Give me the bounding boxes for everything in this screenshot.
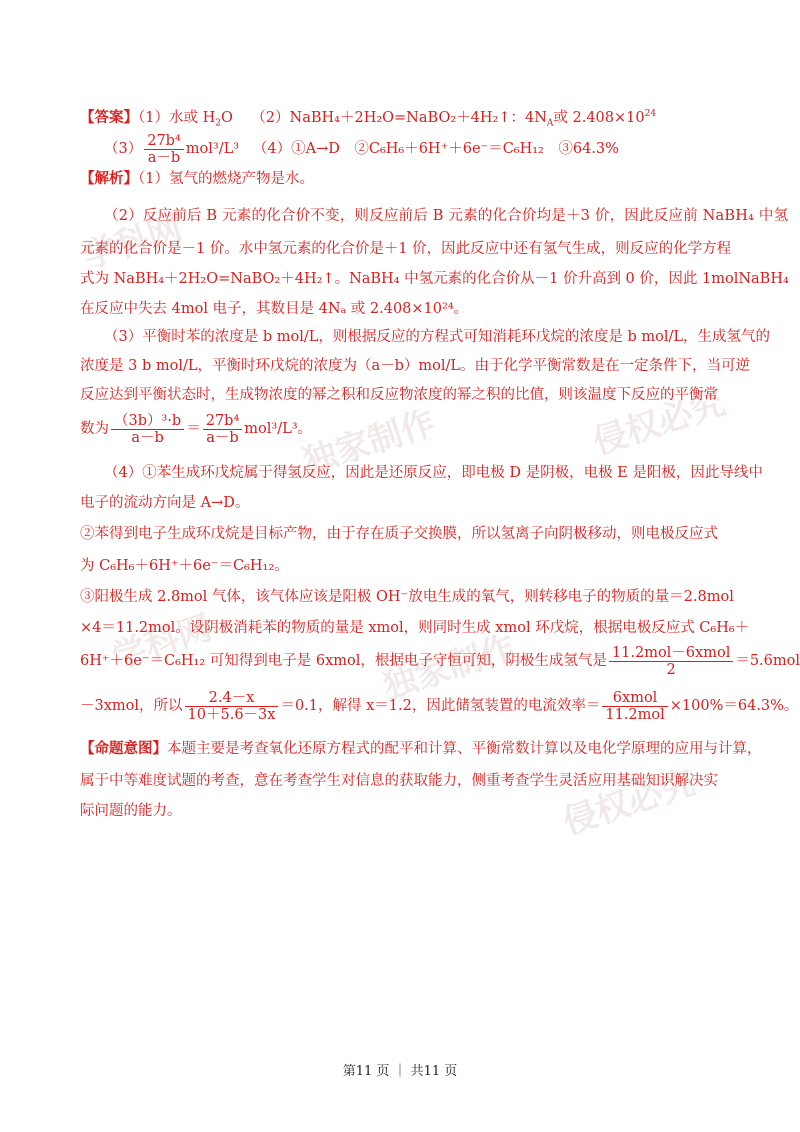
analysis-line: －3xmol，所以 $\frac{2.4-x}{10+5.6-3x}$ ＝0.1，解得 x＝1.2，因此储氢装置的电流效率＝ $\frac{\text{6xmol}}{\text{11.2mol}}$ ×100%＝64.3%。 [80, 689, 799, 723]
analysis-line: ②苯得到电子生成环戊烷是目标产物，由于存在质子交换膜，所以氢离子向阴极移动，则电极反应式 [80, 526, 718, 542]
fraction: $\frac{\text{27b⁴}}{a-b}$ [144, 133, 184, 166]
analysis-line: 浓度是 3 b mol/L，平衡时环戊烷的浓度为（a－b）mol/L。由于化学平衡常数是在一定条件下，当可逆 [80, 358, 751, 374]
analysis-line: ×4＝11.2mol。设阴极消耗苯的物质的量是 xmol，则同时生成 xmol 环戊烷，根据电极反应式 C₆H₆＋ [80, 620, 750, 636]
analysis-line: 在反应中失去 4mol 电子，其数目是 4Nₐ 或 2.408×10²⁴。 [80, 301, 469, 317]
watermark: 独家制作 [298, 402, 440, 483]
watermark: 学科网 [107, 608, 217, 678]
watermark: 侵权必究 [558, 762, 700, 843]
watermark: 学科网 [77, 208, 187, 278]
page-footer: 第11 页 ｜ 共11 页 [342, 1064, 458, 1079]
analysis-line: ③阳极生成 2.8mol 气体，该气体应该是阳极 OH⁻放电生成的氧气，则转移电子的物质的量＝2.8mol [80, 589, 734, 605]
fraction: $\frac{\text{11.2mol－6xmol}}{2}$ [609, 645, 733, 678]
analysis-line: 反应达到平衡状态时，生成物浓度的幂之积和反应物浓度的幂之积的比值，则该温度下反应的平衡常 [80, 387, 718, 403]
analysis-line: 数为 $\frac{\text{（3b）³·b}}{a-b}$ ＝ $\frac{\text{27b⁴}}{a-b}$ mol³/L³。 [80, 412, 313, 446]
analysis-line: 6H⁺＋6e⁻＝C₆H₁₂ 可知得到电子是 6xmol，根据电子守恒可知，阴极生成氢气是 $\frac{\text{11.2mol－6xmol}}{2}$ ＝5.6mol [80, 644, 800, 678]
watermark: 独家制作 [378, 627, 520, 708]
answer-label: 【答案】 [80, 108, 138, 126]
analysis-line-1: 【解析】（1）氢气的燃烧产物是水。 [80, 170, 314, 187]
answer-line-2: （3） $\frac{\text{27b⁴}}{a-b}$ mol³/L³ （4）①A→D ②C₆H₆＋6H⁺＋6e⁻＝C₆H₁₂ ③64.3% [104, 132, 619, 166]
intent-label: 【命题意图】 [80, 740, 167, 757]
watermark: 侵权必究 [588, 382, 730, 463]
analysis-line: 式为 NaBH₄＋2H₂O=NaBO₂＋4H₂↑。NaBH₄ 中氢元素的化合价从－1 价升高到 0 价，因此 1molNaBH₄ [80, 271, 789, 287]
fraction: $\frac{\text{27b⁴}}{a-b}$ [203, 413, 243, 446]
analysis-label: 【解析】 [80, 170, 138, 187]
analysis-line: （4）①苯生成环戊烷属于得氢反应，因此是还原反应，即电极 D 是阴极，电极 E 是阳极，因此导线中 [104, 465, 763, 481]
analysis-line: 电子的流动方向是 A→D。 [80, 495, 250, 511]
intent-line: 属于中等难度试题的考查，意在考查学生对信息的获取能力，侧重考查学生灵活应用基础知识解决实 [80, 773, 718, 789]
analysis-line: 元素的化合价是－1 价。水中氢元素的化合价是＋1 价，因此反应中还有氢气生成，则反应的化学方程 [80, 241, 732, 257]
analysis-line: （3）平衡时苯的浓度是 b mol/L，则根据反应的方程式可知消耗环戊烷的浓度是 b mol/L，生成氢气的 [104, 329, 770, 345]
analysis-line: 为 C₆H₆＋6H⁺＋6e⁻＝C₆H₁₂。 [80, 558, 289, 574]
intent-line-1: 【命题意图】本题主要是考查氧化还原方程式的配平和计算、平衡常数计算以及电化学原理的应用与计算， [80, 740, 762, 757]
fraction: $\frac{\text{（3b）³·b}}{a-b}$ [111, 413, 184, 446]
analysis-line: （2）反应前后 B 元素的化合价不变，则反应前后 B 元素的化合价均是＋3 价，因此反应前 NaBH₄ 中氢 [104, 208, 789, 224]
fraction: $\frac{2.4-x}{10+5.6-3x}$ [185, 690, 279, 723]
fraction: $\frac{\text{6xmol}}{\text{11.2mol}}$ [602, 690, 667, 723]
answer-line-1: 【答案】（1）水或 $H_2O$ （2）NaBH₄＋2H₂O=NaBO₂＋4H₂↑：$4N_A$或 $2.408\times 10^{24}$ [80, 108, 657, 129]
intent-line: 际问题的能力。 [80, 803, 182, 819]
